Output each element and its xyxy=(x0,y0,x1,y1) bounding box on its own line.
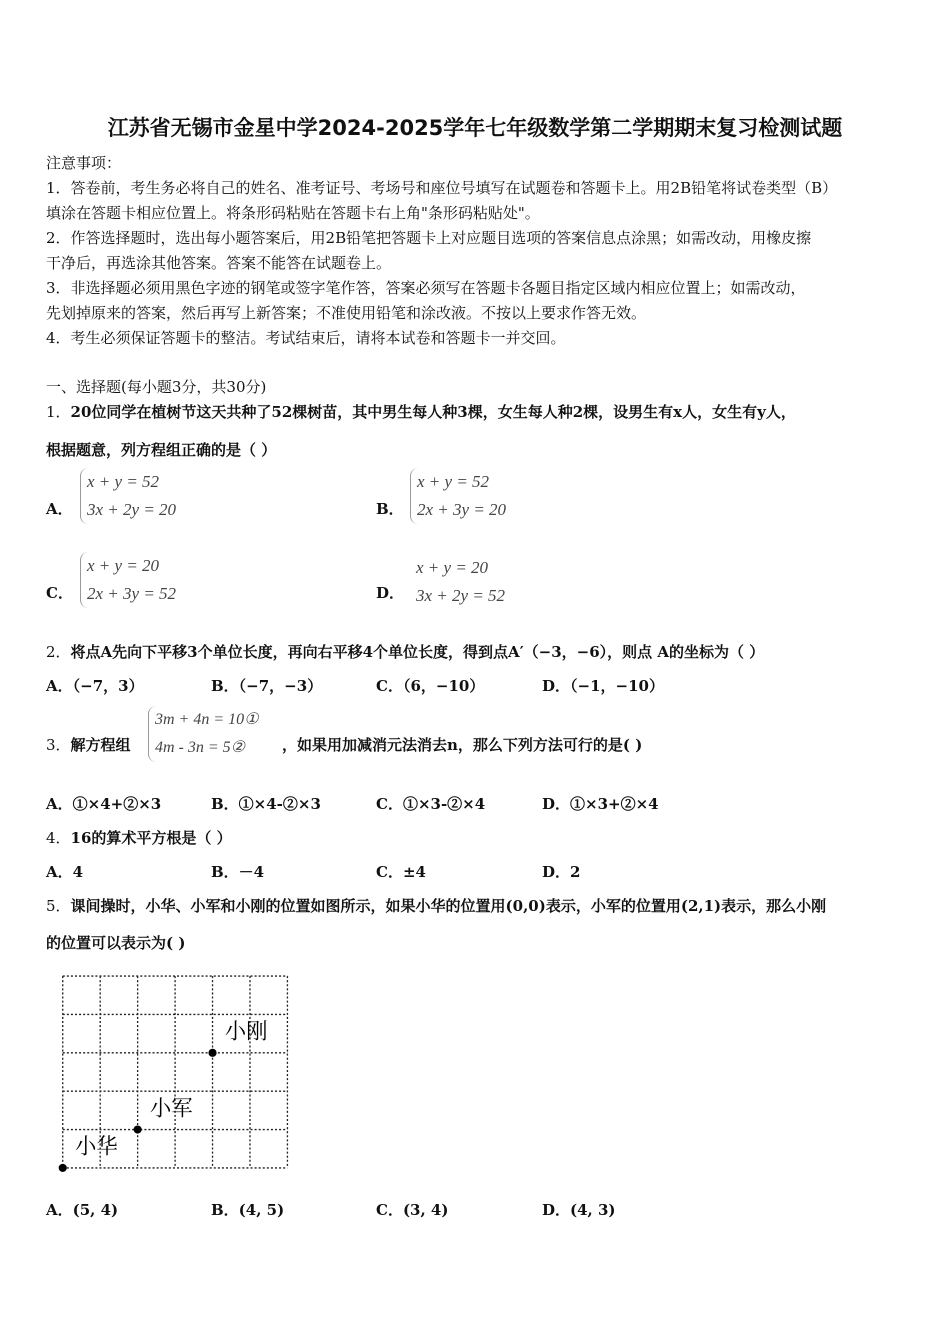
point-label: 小军 xyxy=(149,1096,193,1122)
notice-line: 3．非选择题必须用黑色字迹的钢笔或签字笔作答，答案必须写在答题卡各题目指定区域内相应位置上；如需改动， xyxy=(46,279,806,297)
notice-line: 4．考生必须保证答题卡的整洁。考试结束后，请将本试卷和答题卡一并交回。 xyxy=(46,329,566,347)
q1-text xyxy=(46,401,796,422)
q5-option-d: D．(4, 3) xyxy=(542,1201,616,1219)
q5-option-c: C．(3, 4) xyxy=(376,1201,449,1219)
q4-option-b: B．－4 xyxy=(211,863,265,881)
q5-option-a: A．(5, 4) xyxy=(46,1201,119,1219)
q2-text xyxy=(46,641,764,662)
page-title: 江苏省无锡市金星中学2024-2025学年七年级数学第二学期期末复习检测试题 xyxy=(107,116,843,140)
point-label: 小刚 xyxy=(224,1019,268,1045)
q1-option-b-system: x + y = 52 2x + 3y = 20 xyxy=(410,468,506,524)
position-point xyxy=(134,1125,142,1133)
position-grid-figure xyxy=(56,972,296,1172)
notice-line: 干净后，再选涂其他答案。答案不能答在试题卷上。 xyxy=(46,254,392,272)
q3-post: ，如果用加减消元法消去n，那么下列方法可行的是( ) xyxy=(282,736,643,754)
notice-heading: 注意事项： xyxy=(46,154,122,172)
q2-number: 2． xyxy=(46,643,71,661)
q1-option-d-label: D． xyxy=(376,584,405,602)
q4-option-a: A．4 xyxy=(46,863,84,881)
q1-option-a-label: A． xyxy=(46,500,73,518)
q3-option-a: A．①×4+②×3 xyxy=(46,795,162,813)
q1-number: 1． xyxy=(46,403,71,421)
q4-stem: 16的算术平方根是（ ） xyxy=(70,829,232,847)
q1-line2: 根据题意，列方程组正确的是（ ） xyxy=(46,441,277,459)
q5-option-b: B．(4, 5) xyxy=(211,1201,285,1219)
q5-line1: 课间操时，小华、小军和小刚的位置如图所示，如果小华的位置用(0,0)表示，小军的位置用(2,1)表示，那么小刚 xyxy=(70,897,827,915)
notice-line: 先划掉原来的答案，然后再写上新答案；不准使用铅笔和涂改液。不按以上要求作答无效。 xyxy=(46,304,647,322)
q1-line1: 20位同学在植树节这天共种了52棵树苗，其中男生每人种3棵，女生每人种2棵，设男生有x人，女生有y人， xyxy=(70,403,796,421)
q2-stem: 将点A先向下平移3个单位长度，再向右平移4个单位长度，得到点A′（−3，−6），则点 A的坐标为（ ） xyxy=(70,643,765,661)
q2-option-b: B．（−7，−3） xyxy=(211,677,323,695)
q4-option-d: D．2 xyxy=(542,863,581,881)
q3-number: 3． xyxy=(46,736,71,754)
q1-option-b-label: B． xyxy=(376,500,404,518)
q4-option-c: C．±4 xyxy=(376,863,426,881)
q4-text xyxy=(46,827,232,848)
q5-line2: 的位置可以表示为( ) xyxy=(46,934,186,952)
q2-option-a: A．（−7，3） xyxy=(46,677,144,695)
q1-option-c-system: x + y = 20 2x + 3y = 52 xyxy=(80,552,176,608)
q1-option-d-system: x + y = 20 3x + 2y = 52 xyxy=(416,558,506,605)
q3-system: 3m + 4n = 10① 4m - 3n = 5② xyxy=(148,706,259,762)
q3-pre xyxy=(46,734,131,755)
q3-option-c: C．①×3-②×4 xyxy=(376,795,486,813)
q1-option-c-label: C． xyxy=(46,584,73,602)
q4-number: 4． xyxy=(46,829,71,847)
notice-line: 2．作答选择题时，选出每小题答案后，用2B铅笔把答题卡上对应题目选项的答案信息点涂黑；如需改动，用橡皮擦 xyxy=(46,229,812,247)
q5-number: 5． xyxy=(46,897,71,915)
point-label: 小华 xyxy=(74,1134,118,1160)
q1-option-a-system: x + y = 52 3x + 2y = 20 xyxy=(80,468,176,524)
q3-option-b: B．①×4-②×3 xyxy=(211,795,321,813)
notice-line: 1．答卷前，考生务必将自己的姓名、准考证号、考场号和座位号填写在试题卷和答题卡上。用2B铅笔将试卷类型（B） xyxy=(46,179,838,197)
q2-option-c: C．（6，−10） xyxy=(376,677,485,695)
q2-option-d: D．（−1，−10） xyxy=(542,677,664,695)
position-point xyxy=(208,1049,216,1057)
q5-text xyxy=(46,895,826,916)
section-heading: 一、选择题(每小题3分，共30分) xyxy=(46,378,267,396)
q3-option-d: D．①×3+②×4 xyxy=(542,795,659,813)
notice-line: 填涂在答题卡相应位置上。将条形码粘贴在答题卡右上角"条形码粘贴处"。 xyxy=(46,204,540,222)
q3-pre-text: 解方程组 xyxy=(70,736,131,754)
position-point xyxy=(59,1164,67,1172)
